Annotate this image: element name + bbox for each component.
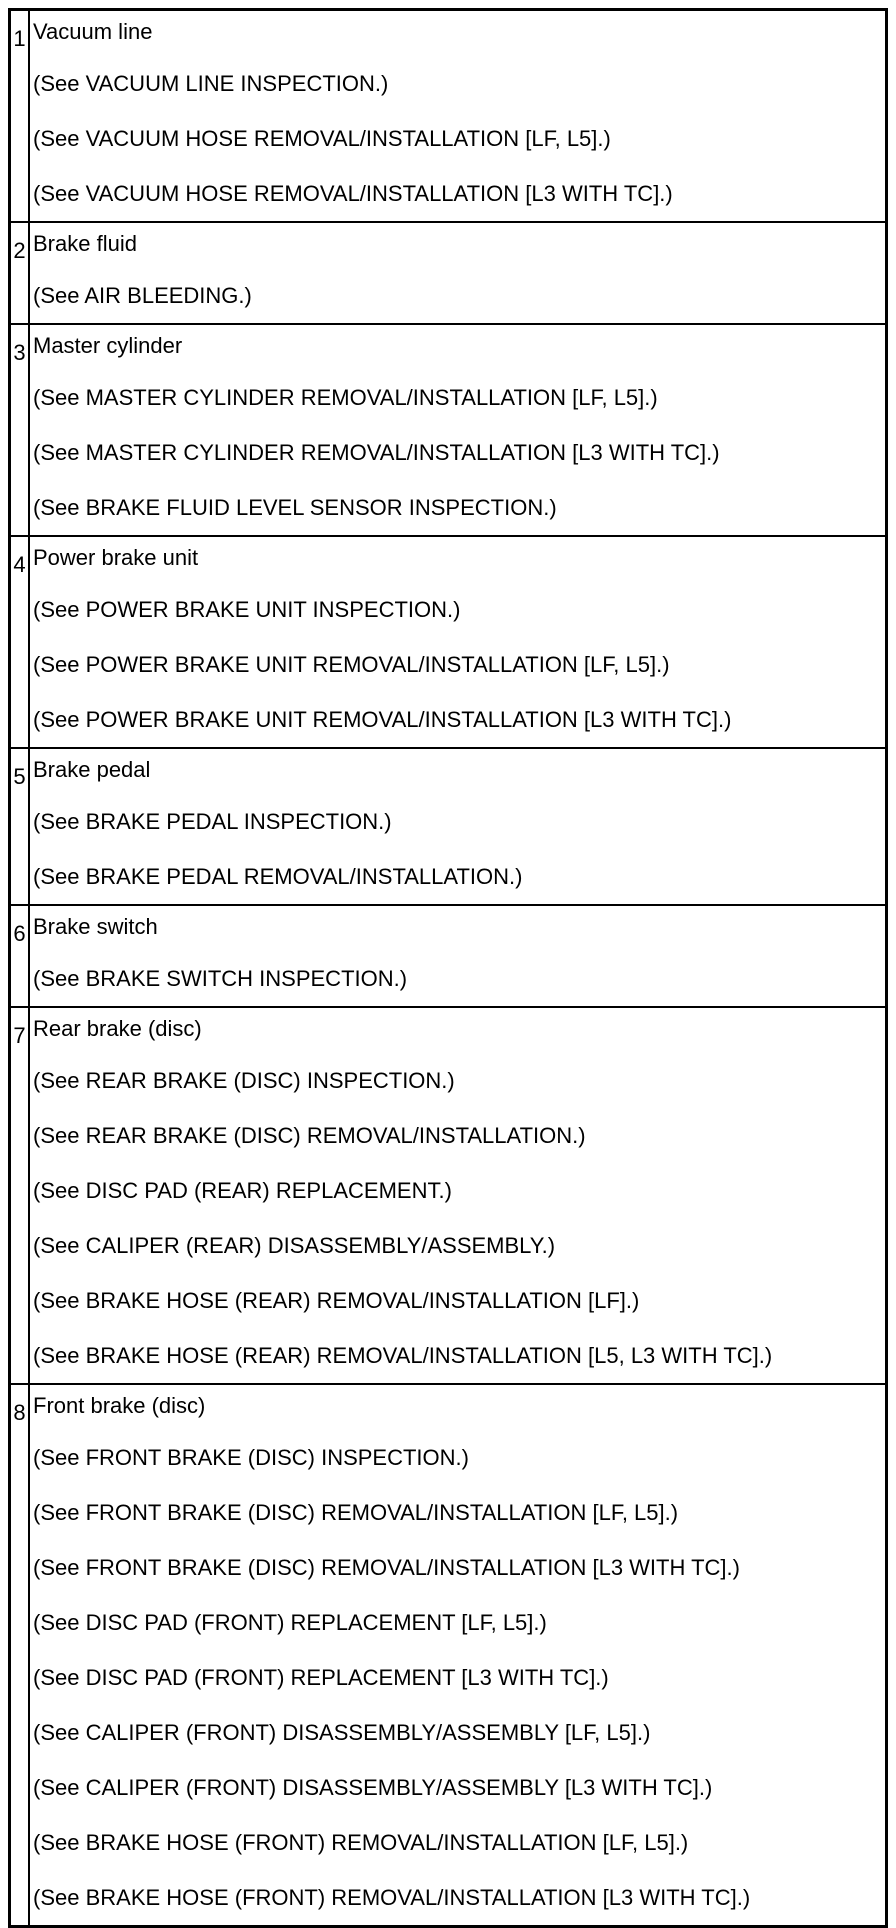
procedure-reference: (See BRAKE PEDAL INSPECTION.): [33, 809, 392, 834]
row-number-cell: [10, 324, 30, 536]
procedure-reference: (See REAR BRAKE (DISC) REMOVAL/INSTALLATION.): [33, 1123, 586, 1148]
procedure-reference: (See BRAKE PEDAL REMOVAL/INSTALLATION.): [33, 864, 523, 889]
row-number: 7: [13, 1023, 26, 1048]
row-content-cell: [29, 1384, 887, 1927]
row-content-cell: [29, 222, 887, 324]
procedure-reference: (See AIR BLEEDING.): [33, 283, 252, 308]
reference-table: [8, 8, 888, 1928]
procedure-reference: (See CALIPER (FRONT) DISASSEMBLY/ASSEMBLY [L3 WITH TC].): [33, 1775, 713, 1800]
procedure-reference: (See FRONT BRAKE (DISC) REMOVAL/INSTALLATION [L3 WITH TC].): [33, 1555, 740, 1580]
procedure-reference: (See MASTER CYLINDER REMOVAL/INSTALLATION [LF, L5].): [33, 385, 658, 410]
procedure-reference: (See BRAKE SWITCH INSPECTION.): [33, 966, 408, 991]
procedure-reference: (See POWER BRAKE UNIT REMOVAL/INSTALLATION [L3 WITH TC].): [33, 707, 732, 732]
procedure-reference: (See CALIPER (FRONT) DISASSEMBLY/ASSEMBLY [LF, L5].): [33, 1720, 651, 1745]
table-row: [10, 536, 887, 748]
row-number: 1: [13, 26, 26, 51]
procedure-reference: (See FRONT BRAKE (DISC) INSPECTION.): [33, 1445, 469, 1470]
row-number-cell: [10, 1007, 30, 1384]
procedure-reference: (See POWER BRAKE UNIT REMOVAL/INSTALLATION [LF, L5].): [33, 652, 670, 677]
procedure-reference: (See REAR BRAKE (DISC) INSPECTION.): [33, 1068, 455, 1093]
row-number: 5: [13, 764, 26, 789]
table-row: [10, 10, 887, 223]
procedure-reference: (See VACUUM HOSE REMOVAL/INSTALLATION [LF, L5].): [33, 126, 611, 151]
procedure-reference: (See VACUUM LINE INSPECTION.): [33, 71, 389, 96]
component-title: Power brake unit: [33, 545, 199, 570]
row-number-cell: [10, 536, 30, 748]
row-number-cell: [10, 905, 30, 1007]
procedure-reference: (See BRAKE HOSE (FRONT) REMOVAL/INSTALLATION [L3 WITH TC].): [33, 1885, 751, 1910]
procedure-reference: (See BRAKE HOSE (REAR) REMOVAL/INSTALLATION [LF].): [33, 1288, 640, 1313]
procedure-reference: (See DISC PAD (FRONT) REPLACEMENT [L3 WITH TC].): [33, 1665, 609, 1690]
row-content-cell: [29, 536, 887, 748]
table-row: [10, 222, 887, 324]
component-title: Brake fluid: [33, 231, 137, 256]
procedure-reference: (See FRONT BRAKE (DISC) REMOVAL/INSTALLATION [LF, L5].): [33, 1500, 679, 1525]
procedure-reference: (See BRAKE HOSE (REAR) REMOVAL/INSTALLATION [L5, L3 WITH TC].): [33, 1343, 773, 1368]
procedure-reference: (See CALIPER (REAR) DISASSEMBLY/ASSEMBLY.): [33, 1233, 556, 1258]
row-content-cell: [29, 905, 887, 1007]
row-number: 3: [13, 340, 26, 365]
table-row: [10, 1007, 887, 1384]
procedure-reference: (See BRAKE FLUID LEVEL SENSOR INSPECTION.): [33, 495, 557, 520]
component-title: Brake switch: [33, 914, 158, 939]
row-content-cell: [29, 324, 887, 536]
table-row: [10, 748, 887, 905]
row-content-cell: [29, 1007, 887, 1384]
component-title: Brake pedal: [33, 757, 151, 782]
procedure-reference: (See POWER BRAKE UNIT INSPECTION.): [33, 597, 461, 622]
component-title: Rear brake (disc): [33, 1016, 202, 1041]
procedure-reference: (See MASTER CYLINDER REMOVAL/INSTALLATION [L3 WITH TC].): [33, 440, 720, 465]
row-content-cell: [29, 10, 887, 223]
table-row: [10, 324, 887, 536]
row-content-cell: [29, 748, 887, 905]
row-number: 4: [13, 552, 26, 577]
component-title: Front brake (disc): [33, 1393, 206, 1418]
reference-table-body: [10, 10, 887, 1927]
procedure-reference: (See BRAKE HOSE (FRONT) REMOVAL/INSTALLATION [LF, L5].): [33, 1830, 689, 1855]
row-number: 6: [13, 921, 26, 946]
row-number-cell: [10, 10, 30, 223]
row-number: 8: [13, 1400, 26, 1425]
row-number-cell: [10, 222, 30, 324]
procedure-reference: (See DISC PAD (FRONT) REPLACEMENT [LF, L5].): [33, 1610, 547, 1635]
row-number-cell: [10, 1384, 30, 1927]
row-number-cell: [10, 748, 30, 905]
procedure-reference: (See VACUUM HOSE REMOVAL/INSTALLATION [L3 WITH TC].): [33, 181, 673, 206]
component-title: Vacuum line: [33, 19, 153, 44]
table-row: [10, 905, 887, 1007]
procedure-reference: (See DISC PAD (REAR) REPLACEMENT.): [33, 1178, 452, 1203]
row-number: 2: [13, 238, 26, 263]
component-title: Master cylinder: [33, 333, 183, 358]
table-row: [10, 1384, 887, 1927]
